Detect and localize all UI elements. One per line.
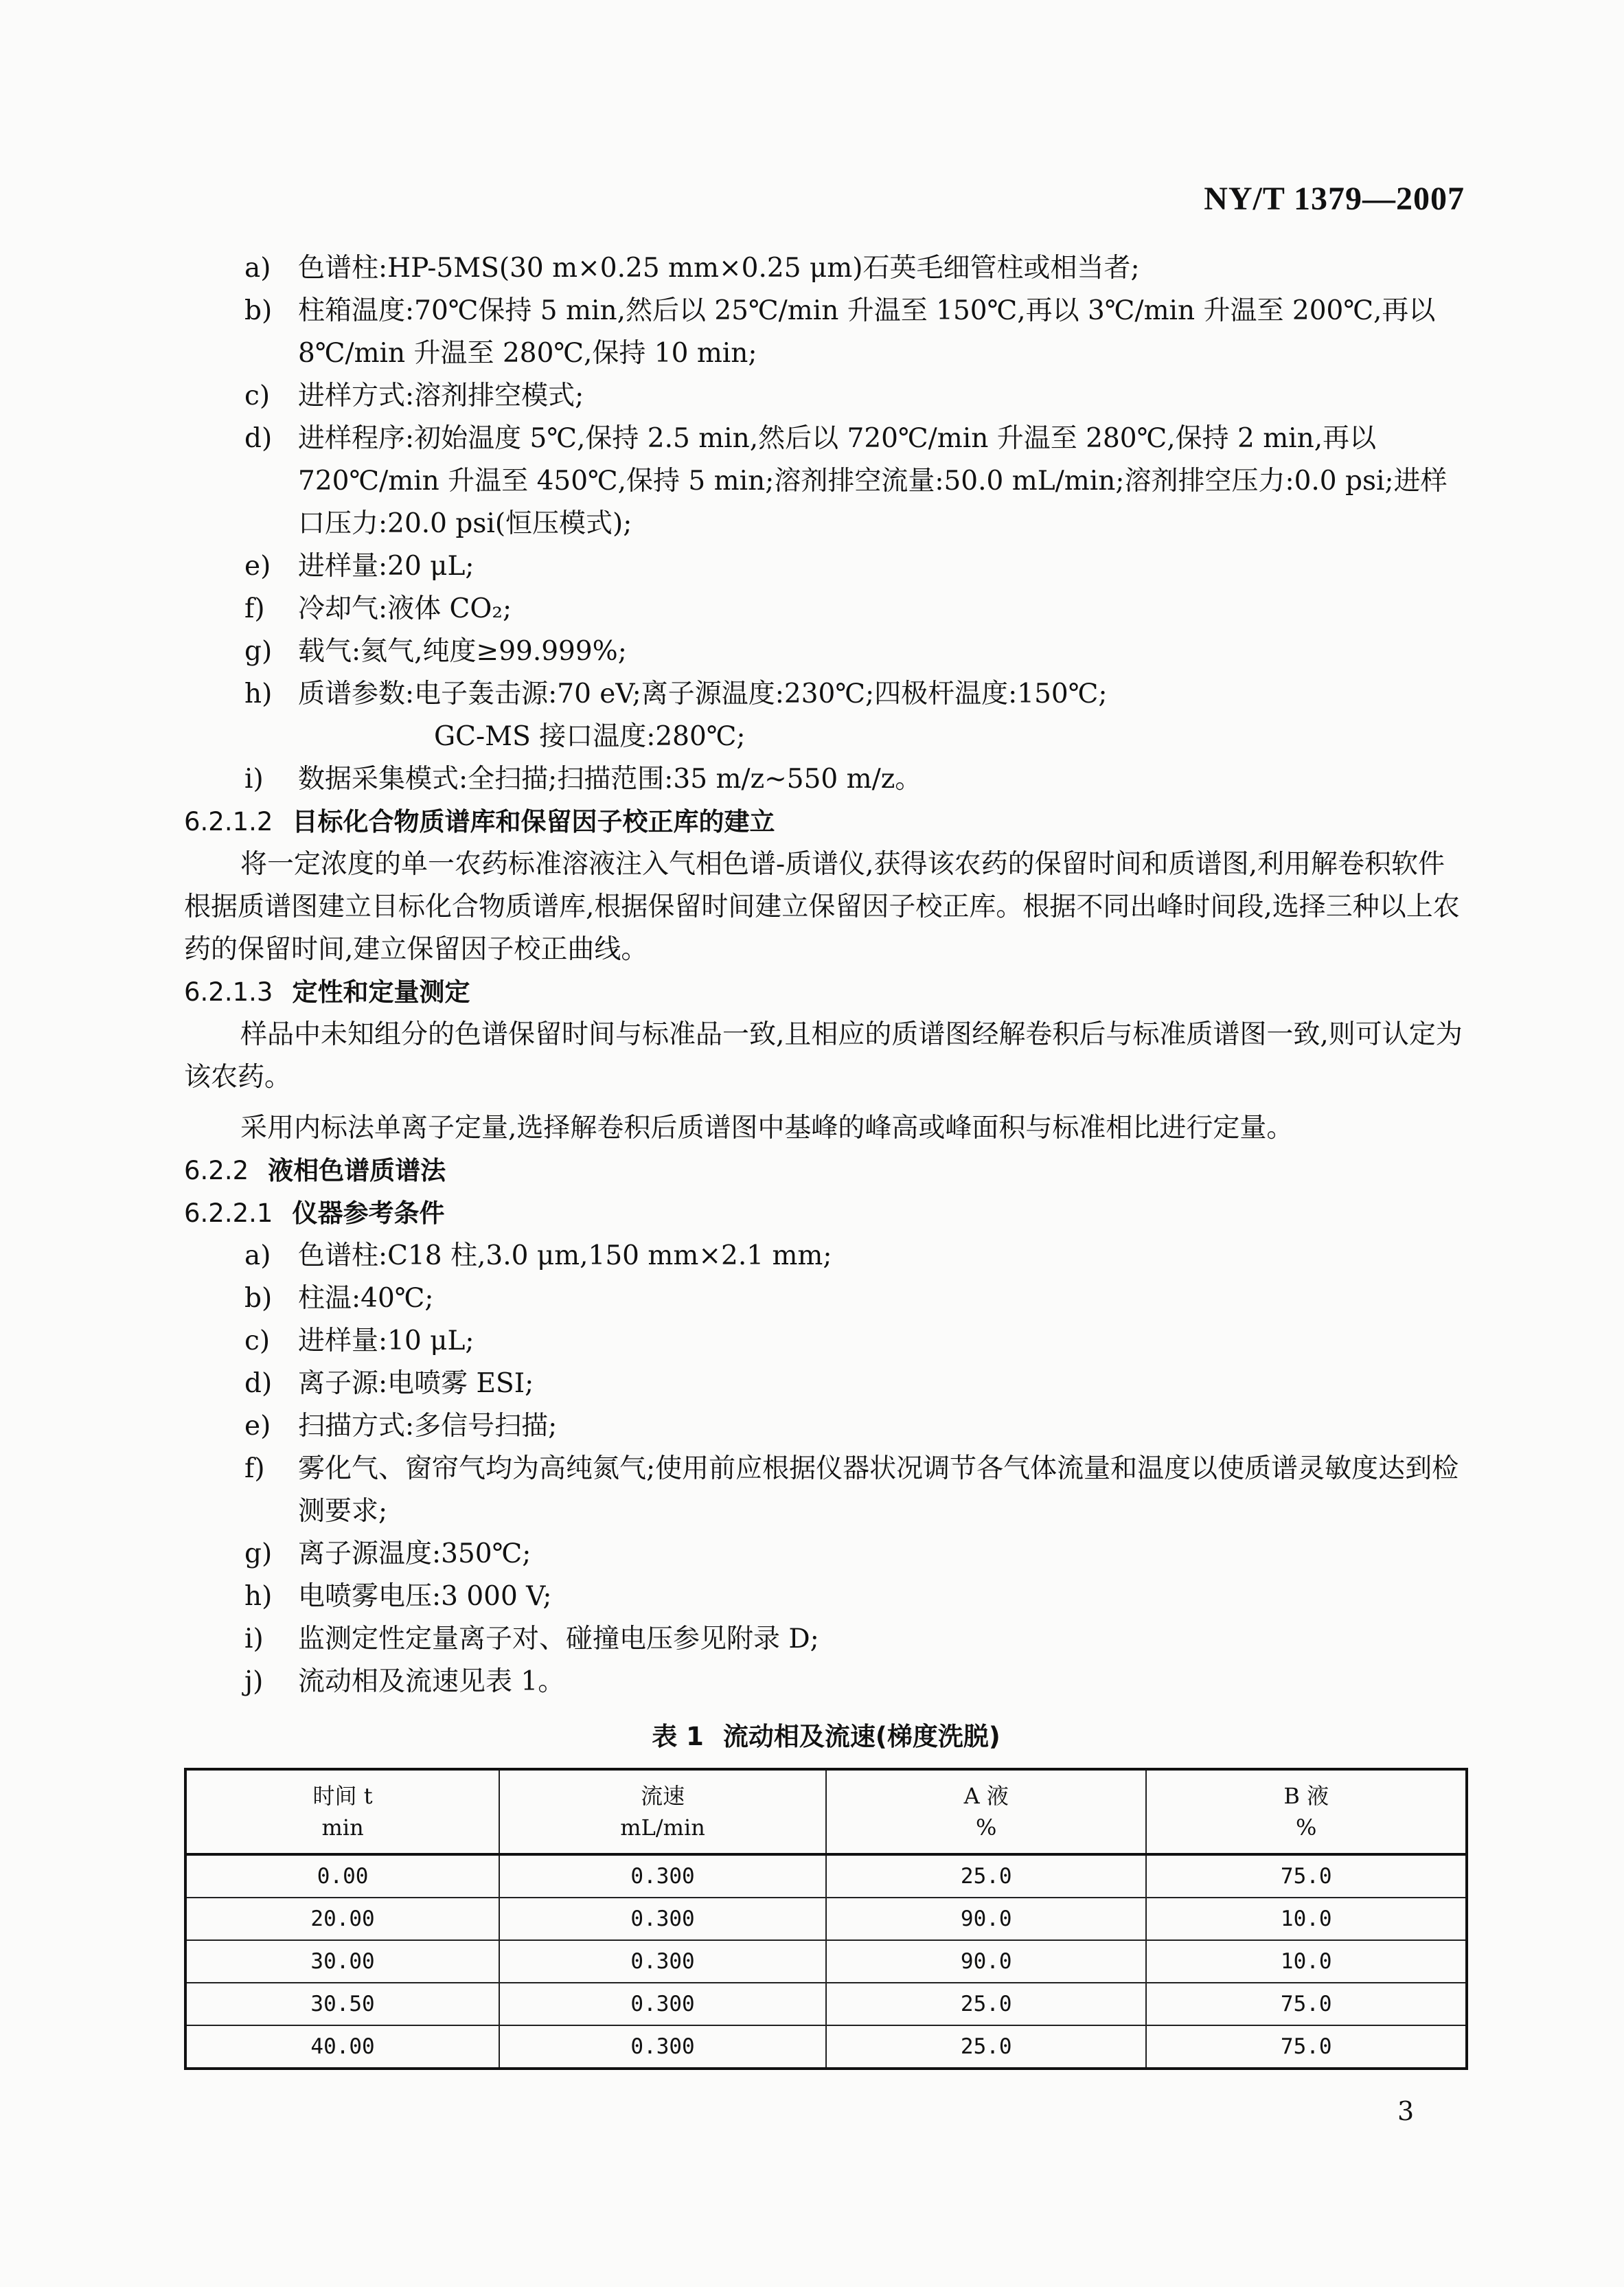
lc-item-c: c) 进样量:10 μL; xyxy=(244,1325,474,1356)
paragraph-6-2-1-3-b: 采用内标法单离子定量,选择解卷积后质谱图中基峰的峰高或峰面积与标准相比进行定量。 xyxy=(240,1113,1294,1144)
lc-item-i: i) 监测定性定量离子对、碰撞电压参见附录 D; xyxy=(244,1624,819,1654)
table-cell: 10.0 xyxy=(1146,1898,1467,1940)
table-cell: 0.00 xyxy=(185,1854,499,1898)
table-cell: 25.0 xyxy=(826,1854,1147,1898)
gc-item-i: i) 数据采集模式:全扫描;扫描范围:35 m/z~550 m/z。 xyxy=(244,764,922,795)
gc-item-e: e) 进样量:20 μL; xyxy=(244,551,474,582)
table-cell: 0.300 xyxy=(499,1940,826,1983)
table-cell: 0.300 xyxy=(499,2025,826,2069)
gc-item-f: f) 冷却气:液体 CO₂; xyxy=(244,593,512,624)
table-cell: 10.0 xyxy=(1146,1940,1467,1983)
lc-conditions-list xyxy=(184,1235,1468,1703)
paragraph-6-2-1-2: 将一定浓度的单一农药标准溶液注入气相色谱-质谱仪,获得该农药的保留时间和质谱图,利用解卷积软件根据质谱图建立目标化合物质谱库,根据保留时间建立保留因子校正库。根据不同出峰时间段,选择三种以上农药的保留时间,建立保留因子校正曲线。 xyxy=(184,849,1460,965)
gc-item-a: a) 色谱柱:HP-5MS(30 m×0.25 mm×0.25 μm)石英毛细管柱或相当者; xyxy=(244,253,1140,284)
header-time: 时间 t min xyxy=(185,1769,499,1854)
table-caption: 表 1 流动相及流速(梯度洗脱) xyxy=(652,1722,1000,1751)
lc-item-j: j) 流动相及流速见表 1。 xyxy=(244,1666,565,1697)
lc-item-e: e) 扫描方式:多信号扫描; xyxy=(244,1411,558,1442)
gc-item-b: b) 柱箱温度:70℃保持 5 min,然后以 25℃/min 升温至 150℃,再以 3℃/min 升温至 200℃,再以 8℃/min 升温至 280℃,保持 10 min; xyxy=(244,295,1436,369)
gc-item-g: g) 载气:氦气,纯度≥99.999%; xyxy=(244,636,627,667)
document-code: NY/T 1379—2007 xyxy=(1204,181,1465,217)
table-cell: 40.00 xyxy=(185,2025,499,2069)
table-cell: 75.0 xyxy=(1146,2025,1467,2069)
table-cell: 0.300 xyxy=(499,1854,826,1898)
table-cell: 0.300 xyxy=(499,1983,826,2025)
section-heading-6-2-1-2: 6.2.1.2 目标化合物质谱库和保留因子校正库的建立 xyxy=(184,807,775,837)
gc-item-h: h) 质谱参数:电子轰击源:70 eV;离子源温度:230℃;四极杆温度:150℃; xyxy=(244,679,1108,709)
gc-item-h-continued: GC-MS 接口温度:280℃; xyxy=(434,721,746,752)
gc-conditions-list xyxy=(184,247,1468,801)
table-row xyxy=(185,1940,1467,1983)
lc-item-g: g) 离子源温度:350℃; xyxy=(244,1538,531,1569)
gc-item-c: c) 进样方式:溶剂排空模式; xyxy=(244,380,584,411)
table-row xyxy=(185,1854,1467,1898)
table-cell: 0.300 xyxy=(499,1898,826,1940)
table-cell: 75.0 xyxy=(1146,1983,1467,2025)
table-cell: 90.0 xyxy=(826,1898,1147,1940)
table-cell: 25.0 xyxy=(826,2025,1147,2069)
table-cell: 30.00 xyxy=(185,1940,499,1983)
page-number: 3 xyxy=(1397,2096,1415,2126)
table-row xyxy=(185,2025,1467,2069)
lc-item-f: f) 雾化气、窗帘气均为高纯氮气;使用前应根据仪器状况调节各气体流量和温度以使质谱灵敏度达到检测要求; xyxy=(244,1453,1459,1527)
lc-item-h: h) 电喷雾电压:3 000 V; xyxy=(244,1581,552,1612)
table-cell: 25.0 xyxy=(826,1983,1147,2025)
table-row xyxy=(185,1983,1467,2025)
paragraph-6-2-1-3-a: 样品中未知组分的色谱保留时间与标准品一致,且相应的质谱图经解卷积后与标准质谱图一致,则可认定为该农药。 xyxy=(184,1019,1463,1093)
header-flow-rate: 流速 mL/min xyxy=(499,1769,826,1854)
section-heading-6-2-2-1: 6.2.2.1 仪器参考条件 xyxy=(184,1198,445,1228)
header-solution-a: A 液 % xyxy=(826,1769,1147,1854)
lc-item-b: b) 柱温:40℃; xyxy=(244,1283,434,1314)
page-content xyxy=(184,247,1468,2070)
table-row xyxy=(185,1898,1467,1940)
gc-item-d: d) 进样程序:初始温度 5℃,保持 2.5 min,然后以 720℃/min 升温至 280℃,保持 2 min,再以 720℃/min 升温至 450℃,保持 5 min;溶剂排空流量:50.0 mL/min;溶剂排空压力:0.0 psi;进样口压力:20.0 psi(恒压模式); xyxy=(244,423,1448,539)
table-cell: 90.0 xyxy=(826,1940,1147,1983)
section-heading-6-2-2: 6.2.2 液相色谱质谱法 xyxy=(184,1156,446,1185)
table-header-row xyxy=(185,1769,1467,1854)
mobile-phase-table xyxy=(184,1768,1468,2070)
lc-item-a: a) 色谱柱:C18 柱,3.0 μm,150 mm×2.1 mm; xyxy=(244,1240,832,1271)
table-cell: 30.50 xyxy=(185,1983,499,2025)
section-heading-6-2-1-3: 6.2.1.3 定性和定量测定 xyxy=(184,977,470,1007)
table-cell: 20.00 xyxy=(185,1898,499,1940)
lc-item-d: d) 离子源:电喷雾 ESI; xyxy=(244,1368,534,1399)
header-solution-b: B 液 % xyxy=(1146,1769,1467,1854)
table-cell: 75.0 xyxy=(1146,1854,1467,1898)
